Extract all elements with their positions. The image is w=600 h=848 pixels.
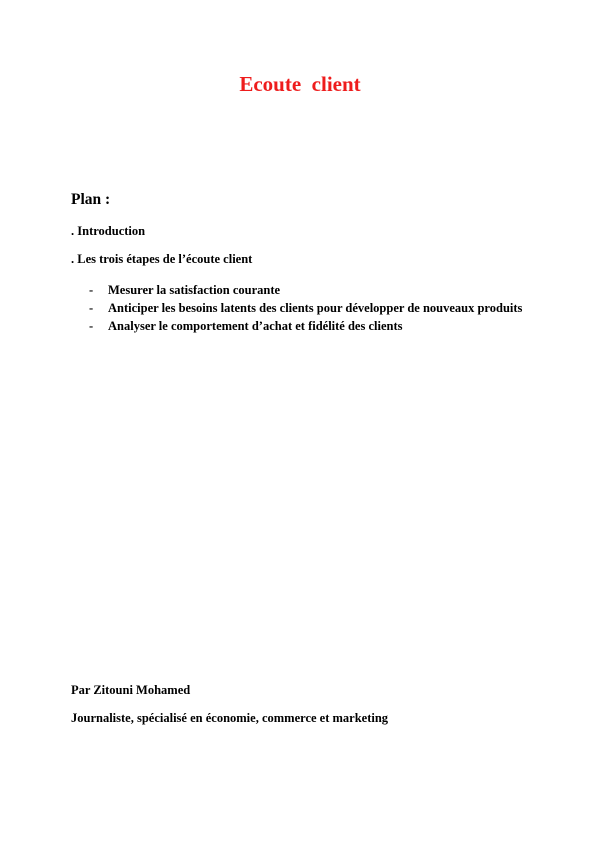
- plan-heading: Plan :: [71, 191, 111, 208]
- author-role: Journaliste, spécialisé en économie, commerce et marketing: [71, 711, 389, 725]
- list-item: [71, 281, 541, 299]
- list-item-text: Mesurer la satisfaction courante: [108, 283, 281, 297]
- list-item-text: Analyser le comportement d’achat et fidélité des clients: [108, 319, 403, 333]
- author-name: Par Zitouni Mohamed: [71, 683, 191, 697]
- dash-bullet: -: [89, 301, 94, 315]
- steps-list: [71, 281, 541, 335]
- list-item: [71, 299, 541, 317]
- section-three-steps: . Les trois étapes de l’écoute client: [71, 252, 253, 266]
- list-item: [71, 317, 541, 335]
- list-item-text: Anticiper les besoins latents des clients pour développer de nouveaux produits: [108, 301, 523, 315]
- document-title: Ecoute client: [239, 72, 361, 96]
- dash-bullet: -: [89, 283, 94, 297]
- dash-bullet: -: [89, 319, 94, 333]
- section-introduction: . Introduction: [71, 224, 146, 238]
